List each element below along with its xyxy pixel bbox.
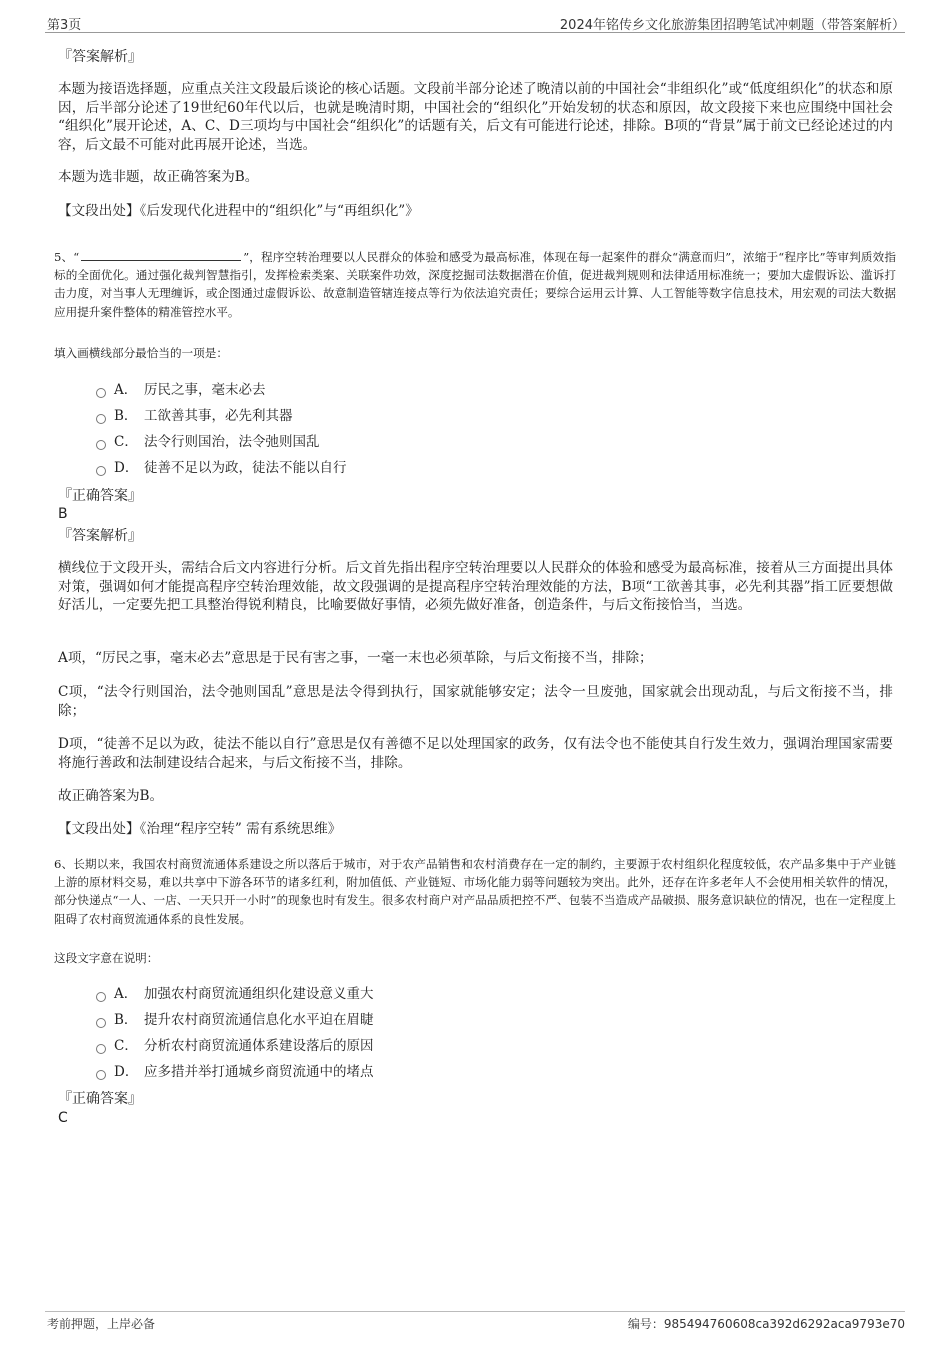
page-number: 第3页 bbox=[47, 18, 82, 33]
option-d[interactable]: D． 徒善不足以为政，徒法不能以自行 bbox=[96, 458, 347, 478]
option-b[interactable]: B． 工欲善其事，必先利其器 bbox=[96, 406, 293, 426]
analysis-conclusion: 故正确答案为B。 bbox=[58, 788, 164, 804]
analysis-paragraph: 本题为接语选择题，应重点关注文段最后谈论的核心话题。文段前半部分论述了晚清以前的中国社会“非组织化”或“低度组织化”的状态和原因，后半部分论述了19世纪60年代以后，也就是晚清时期，中国社会的“组织化”开始发轫的状态和原因，故文段接下来也应围绕中国社会 “组织化”展开论述，A、C、D三项均与中国社会“组织化”的话题有关，后文有可能进行论述，排除。B项的“背景”属于前文已经论述过的内容，后文最不可能对此再展开论述，当选。 bbox=[58, 81, 893, 153]
analysis-paragraph: 横线位于文段开头，需结合后文内容进行分析。后文首先指出程序空转治理要以人民群众的体验和感受为最高标准，接着从三方面提出具体对策，强调如何才能提高程序空转治理效能，故文段强调的是提高程序空转治理效能的方法，B项“工欲善其事，必先利其器”指工匠要想做好活儿，一定要先把工具整治得锐利精良，比喻要做好事情，必须先做好准备，创造条件，与后文衔接恰当，当选。 bbox=[58, 560, 893, 613]
question-6-text: 6、长期以来，我国农村商贸流通体系建设之所以落后于城市，对于农产品销售和农村消费存在一定的制约，主要源于农村组织化程度较低，农产品多集中于产业链上游的原材料交易，难以共享中下游各环节的诸多红利，附加值低、产业链短、市场化能力弱等问题较为突出。此外，还存在许多老年人不会使用相关软件的情况，部分快递点“一人、一店、一天只开一小时”的现象也时有发生。很多农村商户对产品品质把控不严、包装不当造成产品破损、服务意识缺位的情况，也在一定程度上阻碍了农村商贸流通体系的良性发展。 bbox=[54, 857, 896, 926]
footer-slogan: 考前押题，上岸必备 bbox=[47, 1317, 156, 1331]
correct-answer-label: 『正确答案』 bbox=[58, 1091, 142, 1107]
analysis-option-c: C项，“法令行则国治，法令弛则国乱”意思是法令得到执行，国家就能够安定；法令一旦废弛，国家就会出现动乱，与后文衔接不当，排除； bbox=[58, 684, 893, 719]
option-d[interactable]: D． 应多措并举打通城乡商贸流通中的堵点 bbox=[96, 1062, 374, 1082]
source-citation: 【文段出处】《治理“程序空转” 需有系统思维》 bbox=[58, 821, 342, 837]
document-id: 编号：985494760608ca392d6292aca9793e70 bbox=[627, 1317, 905, 1331]
option-a[interactable]: A． 厉民之事，毫末必去 bbox=[96, 380, 266, 400]
option-c[interactable]: C． 法令行则国治，法令弛则国乱 bbox=[96, 432, 320, 452]
radio-icon[interactable] bbox=[96, 992, 106, 1002]
correct-answer: B bbox=[58, 506, 68, 522]
option-b[interactable]: B． 提升农村商贸流通信息化水平迫在眉睫 bbox=[96, 1010, 374, 1030]
radio-icon[interactable] bbox=[96, 1070, 106, 1080]
option-c[interactable]: C． 分析农村商贸流通体系建设落后的原因 bbox=[96, 1036, 374, 1056]
analysis-label: 『答案解析』 bbox=[58, 528, 142, 544]
page-footer bbox=[45, 1311, 905, 1335]
analysis-label: 『答案解析』 bbox=[58, 49, 142, 65]
fill-blank bbox=[81, 249, 241, 261]
page-header bbox=[45, 14, 905, 33]
source-citation: 【文段出处】《后发现代化进程中的“组织化”与“再组织化”》 bbox=[58, 203, 419, 219]
question-prompt: 填入画横线部分最恰当的一项是： bbox=[54, 346, 228, 360]
analysis-option-a: A项，“厉民之事，毫末必去”意思是于民有害之事，一毫一末也必须革除，与后文衔接不当，排除； bbox=[58, 650, 653, 666]
radio-icon[interactable] bbox=[96, 1044, 106, 1054]
radio-icon[interactable] bbox=[96, 388, 106, 398]
radio-icon[interactable] bbox=[96, 440, 106, 450]
document-title: 2024年铭传乡文化旅游集团招聘笔试冲刺题（带答案解析） bbox=[559, 18, 905, 33]
question-5-text bbox=[54, 248, 896, 321]
analysis-conclusion: 本题为选非题，故正确答案为B。 bbox=[58, 169, 259, 185]
correct-answer-label: 『正确答案』 bbox=[58, 488, 142, 504]
correct-answer: C bbox=[58, 1110, 68, 1126]
question-prompt: 这段文字意在说明： bbox=[54, 951, 159, 965]
option-a[interactable]: A． 加强农村商贸流通组织化建设意义重大 bbox=[96, 984, 374, 1004]
radio-icon[interactable] bbox=[96, 1018, 106, 1028]
question-body: ”，程序空转治理要以人民群众的体验和感受为最高标准，体现在每一起案件的群众“满意而归”，浓缩于“程序比”等审判质效指标的全面优化。通过强化裁判智慧指引，发挥检索类案、关联案件功效，深度挖掘司法数据潜在价值，促进裁判规则和法律适用标准统一；要加大虚假诉讼、滥诉打击力度，对当事人无理缠诉，或企图通过虚假诉讼、故意制造管辖连接点等行为依法追究责任；要综合运用云计算、人工智能等数字信息技术，用宏观的司法大数据应用提升案件整体的精准管控水平。 bbox=[54, 250, 896, 319]
question-number: 5、“ bbox=[54, 250, 80, 264]
radio-icon[interactable] bbox=[96, 414, 106, 424]
analysis-option-d: D项，“徒善不足以为政，徒法不能以自行”意思是仅有善德不足以处理国家的政务，仅有法令也不能使其自行发生效力，强调治理国家需要将施行善政和法制建设结合起来，与后文衔接不当，排除。 bbox=[58, 736, 893, 771]
radio-icon[interactable] bbox=[96, 466, 106, 476]
